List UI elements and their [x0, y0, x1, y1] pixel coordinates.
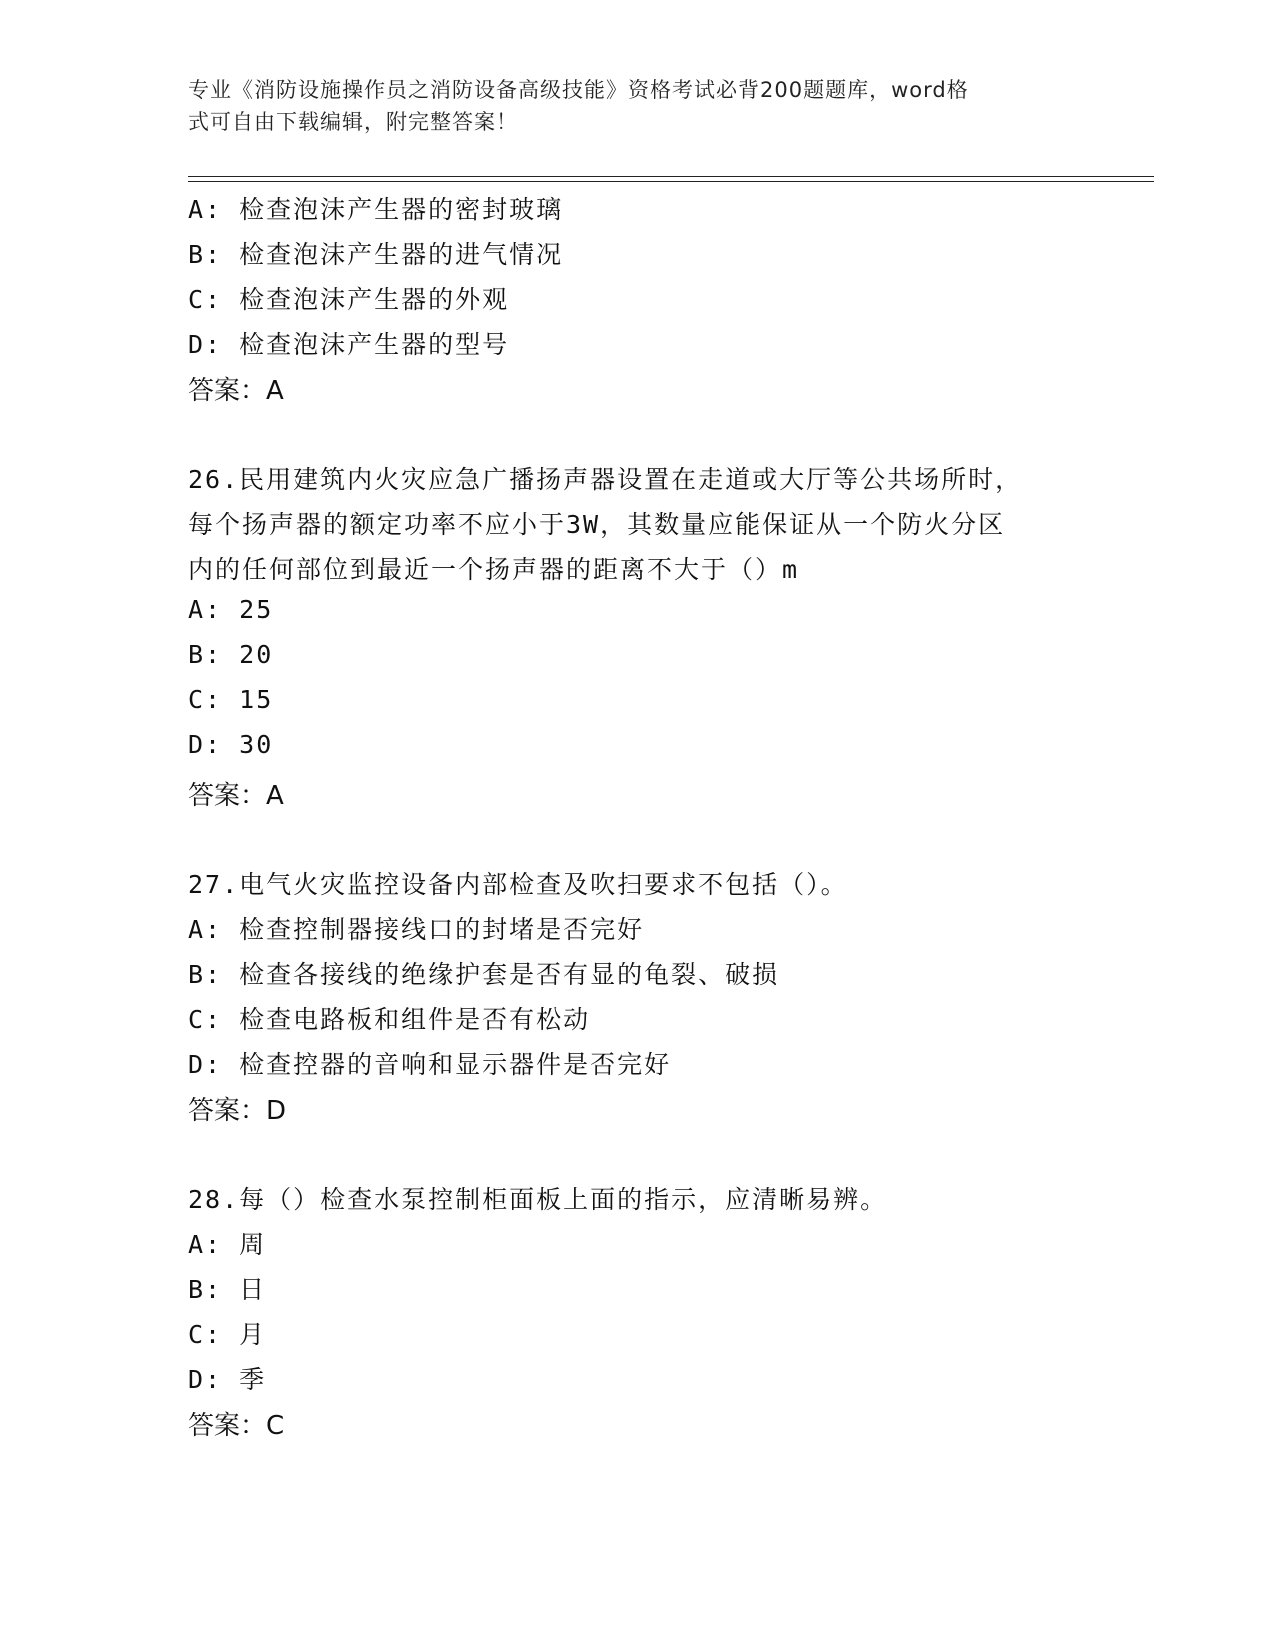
q25-option-d: D: 检查泡沫产生器的型号: [188, 330, 510, 359]
q28-option-a: A: 周: [188, 1230, 267, 1259]
q26-option-c: C: 15: [188, 685, 274, 714]
q27-option-a: A: 检查控制器接线口的封堵是否完好: [188, 915, 645, 944]
q26-text-line-1: 26.民用建筑内火灾应急广播扬声器设置在走道或大厅等公共场所时，: [188, 465, 1023, 494]
header-divider-top: [188, 176, 1154, 177]
q25-option-b: B: 检查泡沫产生器的进气情况: [188, 240, 564, 269]
q26-answer: 答案：A: [188, 781, 284, 811]
q27-option-c: C: 检查电路板和组件是否有松动: [188, 1005, 591, 1034]
q26-option-d: D: 30: [188, 730, 274, 759]
q27-option-d: D: 检查控器的音响和显示器件是否完好: [188, 1050, 672, 1079]
header-line-1: 专业《消防设施操作员之消防设备高级技能》资格考试必背200题题库，word格: [188, 78, 969, 102]
q27-text-line-1: 27.电气火灾监控设备内部检查及吹扫要求不包括（）。: [188, 870, 848, 899]
q25-option-c: C: 检查泡沫产生器的外观: [188, 285, 510, 314]
q27-answer: 答案：D: [188, 1096, 287, 1126]
header-line-2: 式可自由下载编辑，附完整答案！: [188, 110, 518, 134]
q28-text-line-1: 28.每（）检查水泵控制柜面板上面的指示，应清晰易辨。: [188, 1185, 888, 1214]
q26-option-a: A: 25: [188, 595, 274, 624]
q28-option-c: C: 月: [188, 1320, 267, 1349]
q25-option-a: A: 检查泡沫产生器的密封玻璃: [188, 195, 564, 224]
q28-option-d: D: 季: [188, 1365, 267, 1394]
q27-option-b: B: 检查各接线的绝缘护套是否有显的龟裂、破损: [188, 960, 780, 989]
q26-option-b: B: 20: [188, 640, 274, 669]
q28-answer: 答案：C: [188, 1411, 285, 1441]
header-divider-bottom: [188, 181, 1154, 182]
document-header: [188, 74, 1068, 138]
q26-text-line-2: 每个扬声器的额定功率不应小于3W，其数量应能保证从一个防火分区: [188, 510, 1006, 539]
q28-option-b: B: 日: [188, 1275, 267, 1304]
q26-text-line-3: 内的任何部位到最近一个扬声器的距离不大于（）m: [188, 555, 800, 584]
q25-answer: 答案：A: [188, 376, 284, 406]
